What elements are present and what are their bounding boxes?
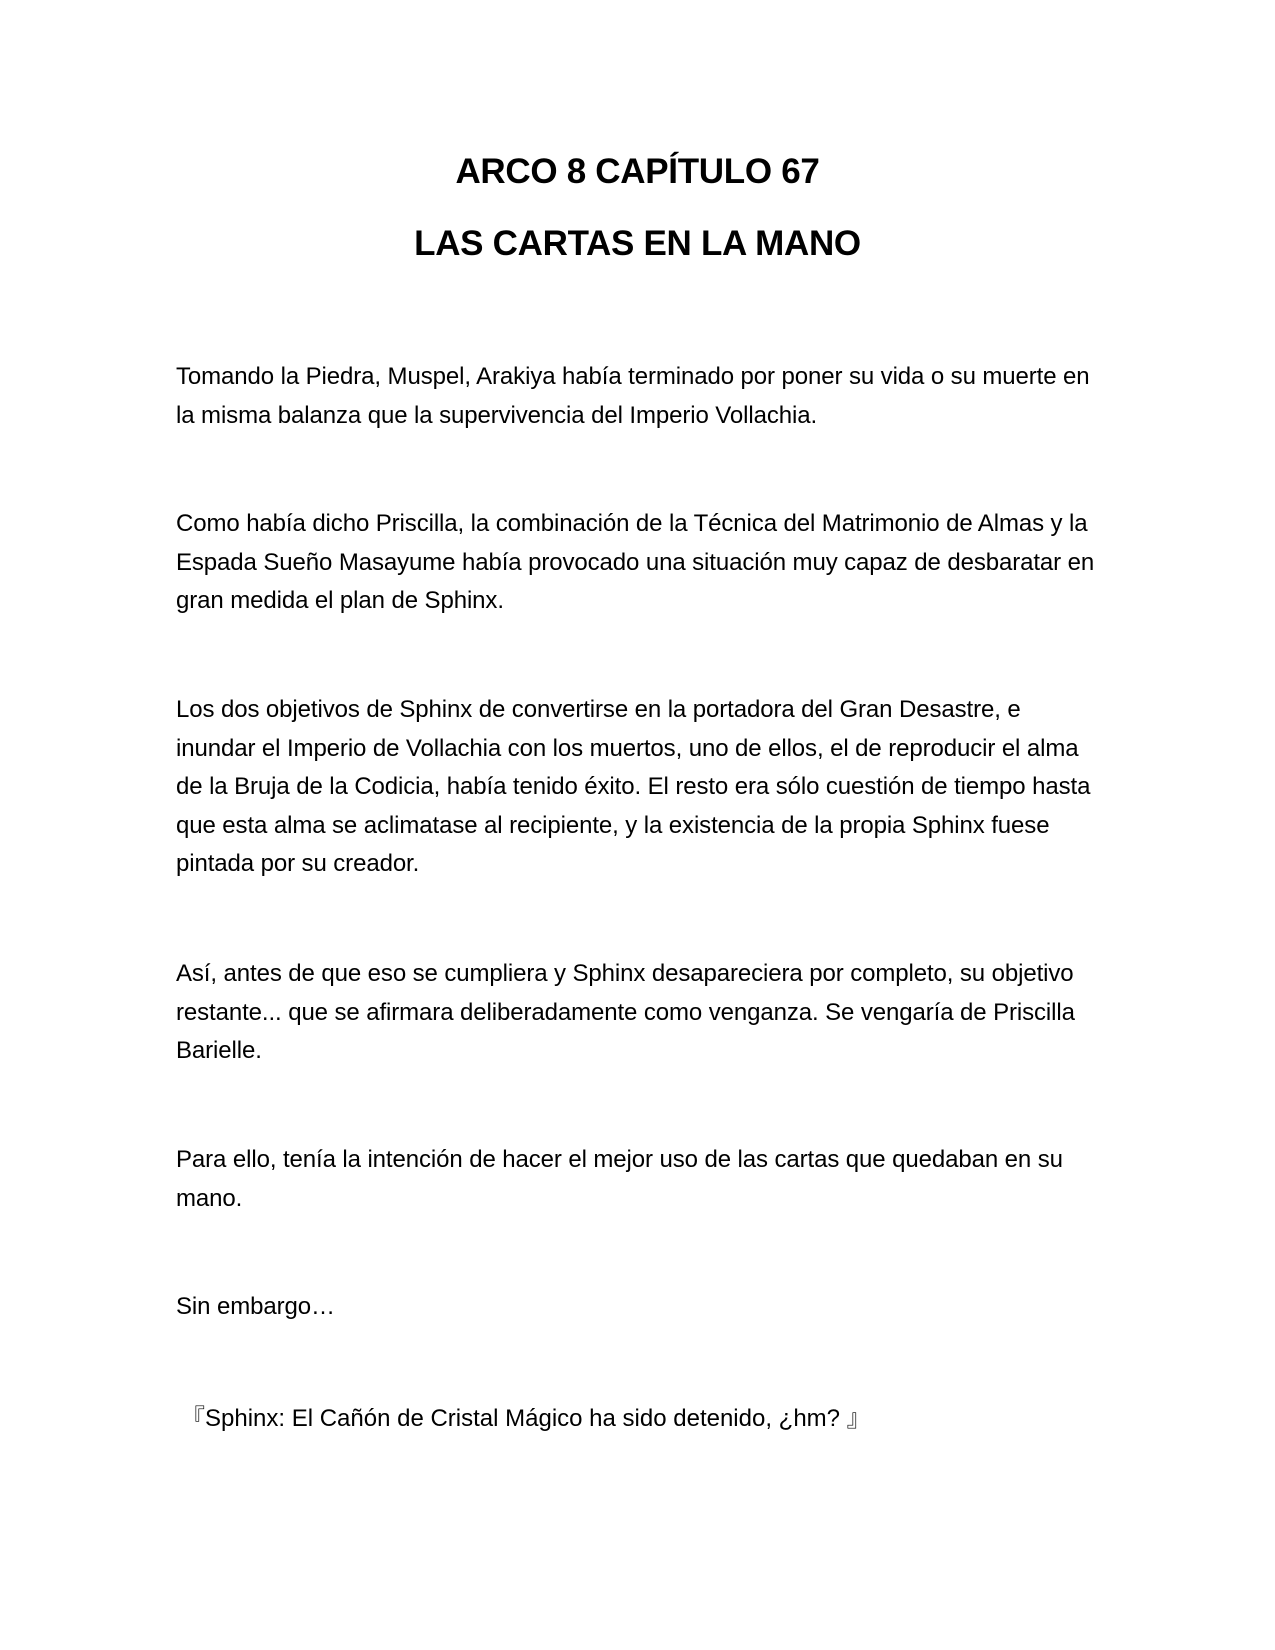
paragraph: Como había dicho Priscilla, la combinación de la Técnica del Matrimonio de Almas y la Espada Sueño Masayume había provocado una situación muy capaz de desbaratar en gran medida el plan de Sphinx.: [176, 510, 1095, 614]
dialogue-line: 『Sphinx: El Cañón de Cristal Mágico ha sido detenido, ¿hm? 』: [181, 1405, 871, 1432]
paragraph: Tomando la Piedra, Muspel, Arakiya había terminado por poner su vida o su muerte en la misma balanza que la supervivencia del Imperio Vollachia.: [176, 363, 1090, 429]
paragraph: Así, antes de que eso se cumpliera y Sphinx desapareciera por completo, su objetivo restante... que se afirmara deliberadamente como venganza. Se vengaría de Priscilla Barielle.: [176, 960, 1075, 1064]
paragraph: Sin embargo…: [176, 1293, 335, 1320]
paragraph: Los dos objetivos de Sphinx de convertirse en la portadora del Gran Desastre, e inundar el Imperio de Vollachia con los muertos, uno de ellos, el de reproducir el alma de la Bruja de la Codicia, había tenido éxito. El resto era sólo cuestión de tiempo hasta que esta alma se aclimatase al recipiente, y la existencia de la propia Sphinx fuese pintada por su creador.: [176, 696, 1091, 877]
chapter-name-title: LAS CARTAS EN LA MANO: [414, 224, 861, 263]
chapter-number-title: ARCO 8 CAPÍTULO 67: [455, 152, 820, 191]
paragraph: Para ello, tenía la intención de hacer el mejor uso de las cartas que quedaban en su mano.: [176, 1146, 1063, 1212]
